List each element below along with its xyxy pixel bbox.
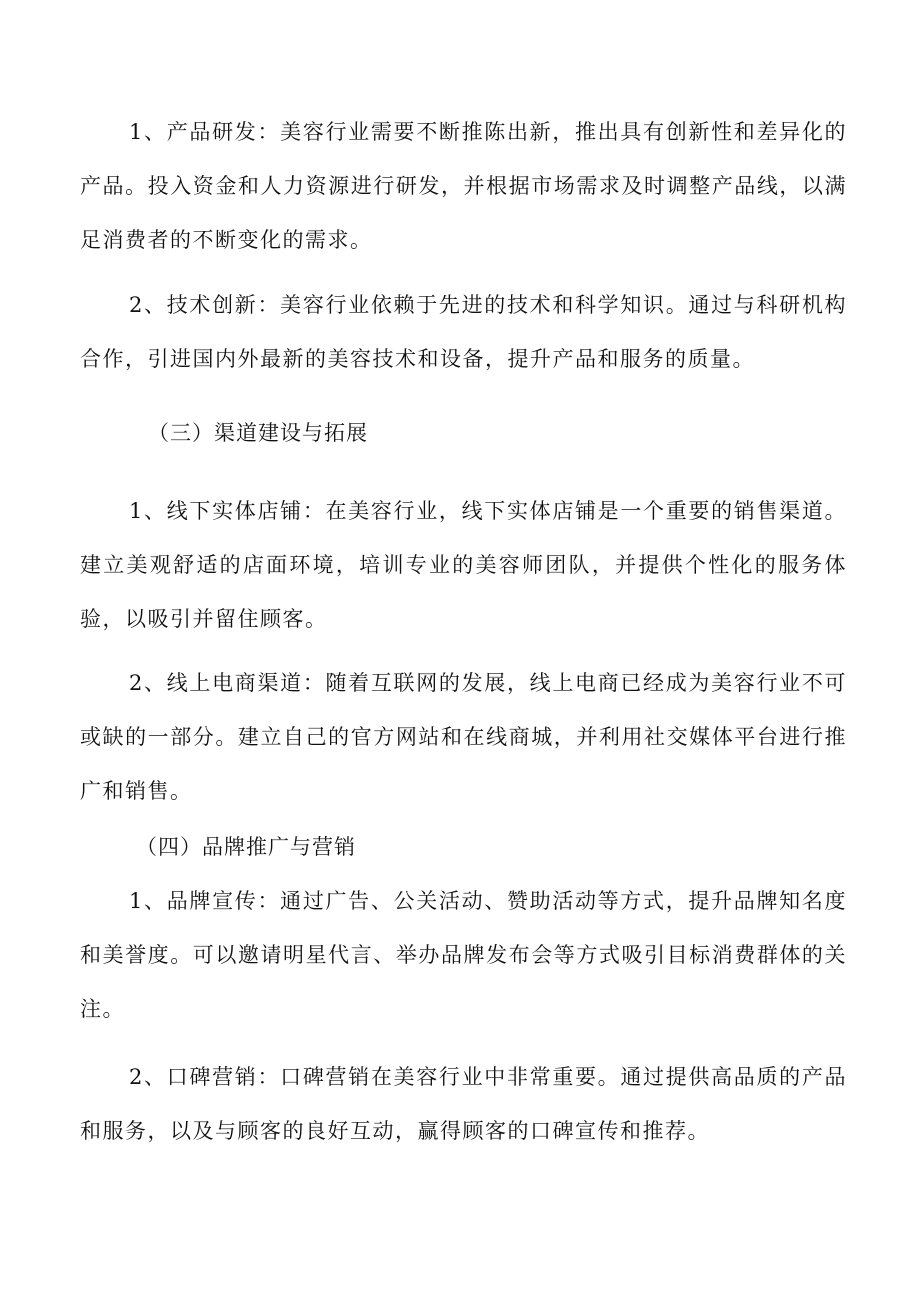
section-heading-channels: （三）渠道建设与拓展 [148, 421, 368, 445]
paragraph-word-of-mouth: 2、口碑营销：口碑营销在美容行业中非常重要。通过提供高品质的产品和服务，以及与顾客的良好互动，赢得顾客的口碑宣传和推荐。 [80, 1065, 847, 1143]
paragraph-product-rd: 1、产品研发：美容行业需要不断推陈出新，推出具有创新性和差异化的产品。投入资金和人力资源进行研发，并根据市场需求及时调整产品线，以满足消费者的不断变化的需求。 [80, 120, 847, 252]
paragraph-brand-promotion: 1、品牌宣传：通过广告、公关活动、赞助活动等方式，提升品牌知名度和美誉度。可以邀请明星代言、举办品牌发布会等方式吸引目标消费群体的关注。 [80, 889, 847, 1021]
paragraph-online-ecommerce: 2、线上电商渠道：随着互联网的发展，线上电商已经成为美容行业不可或缺的一部分。建立自己的官方网站和在线商城，并利用社交媒体平台进行推广和销售。 [80, 671, 847, 803]
paragraph-tech-innovation: 2、技术创新：美容行业依赖于先进的技术和科学知识。通过与科研机构合作，引进国内外最新的美容技术和设备，提升产品和服务的质量。 [80, 293, 847, 371]
paragraph-offline-stores: 1、线下实体店铺：在美容行业，线下实体店铺是一个重要的销售渠道。建立美观舒适的店面环境，培训专业的美容师团队，并提供个性化的服务体验，以吸引并留住顾客。 [80, 499, 847, 631]
section-heading-branding: （四）品牌推广与营销 [136, 835, 356, 859]
